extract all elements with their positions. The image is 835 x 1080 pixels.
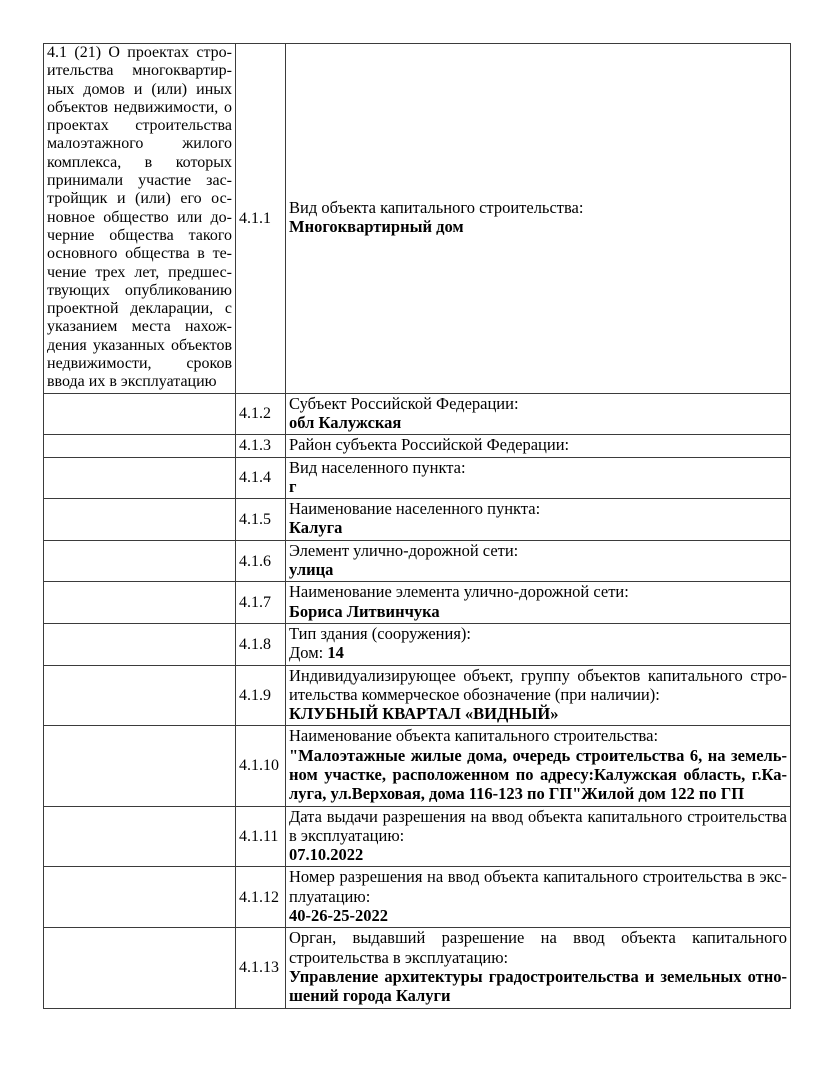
field-value-line [289, 967, 787, 1006]
table-row [44, 540, 791, 582]
section-description-cell: 4.1 (21) О проектах строительства многоквартирных домов и (или) иных объектов недвижимости, о проектах строительства малоэтажного жилого комплекса, в которых принимали участие застройщик и (или) его основное общество или дочерние общества такого основного общества в течение трех лет, предшествующих опубликованию проектной декларации, с указанием места нахождения указанных объектов недвижимости, сроков ввода их в эксплуатацию [44, 44, 236, 394]
table-row [44, 928, 791, 1008]
field-label: Наименование элемента улично-дорожной сети: [289, 582, 629, 602]
row-number: 4.1.9 [236, 665, 286, 726]
row-content-cell [286, 393, 791, 435]
row-content-cell [286, 540, 791, 582]
row-content-cell [286, 499, 791, 541]
row-content-cell [286, 665, 791, 726]
row-number: 4.1.4 [236, 457, 286, 499]
field-label: Вид объекта капитального строительства: [289, 198, 584, 218]
row-content-cell [286, 435, 791, 457]
empty-left-cell [44, 457, 236, 499]
field-value-prefix: Дом: [289, 643, 328, 663]
field-label: Элемент улично-дорожной сети: [289, 540, 519, 560]
table-row [44, 867, 791, 928]
table-row [44, 623, 791, 665]
field-value-line [289, 906, 787, 925]
field-value: 40-26-25-2022 [289, 906, 388, 926]
empty-left-cell [44, 806, 236, 867]
empty-left-cell [44, 726, 236, 806]
row-content-cell [286, 582, 791, 624]
field-value: 07.10.2022 [289, 845, 364, 865]
table-body [44, 44, 791, 1009]
row-content-cell [286, 867, 791, 928]
row-content-cell [286, 928, 791, 1008]
field-label: Номер разрешения на ввод объекта капитального строительства в эксплуатацию: [289, 867, 787, 906]
empty-left-cell [44, 867, 236, 928]
field-value-line [289, 217, 787, 236]
field-value: "Малоэтажные жилые дома, очередь строительства 6, на земельном участке, расположенном по адресу:Калужская область, г.Калуга, ул.Верховая, дома 116-123 по ГП"Жилой дом 122 по ГП [289, 745, 787, 804]
field-value-line [289, 560, 787, 579]
field-label: Субъект Российской Федерации: [289, 393, 519, 413]
row-number: 4.1.5 [236, 499, 286, 541]
field-value-line [289, 845, 787, 864]
row-content-cell [286, 726, 791, 806]
empty-left-cell [44, 665, 236, 726]
field-value: Многоквартирный дом [289, 217, 464, 237]
row-content-cell [286, 457, 791, 499]
field-value: обл Калужская [289, 412, 402, 432]
field-value-line [289, 602, 787, 621]
field-value-line [289, 413, 787, 432]
field-value-line [289, 518, 787, 537]
empty-left-cell [44, 435, 236, 457]
field-label: Индивидуализирующее объект, группу объектов капитального строительства коммерческое обозначение (при наличии): [289, 665, 787, 704]
row-number: 4.1.8 [236, 623, 286, 665]
field-value: Калуга [289, 518, 343, 538]
project-declaration-table [43, 43, 791, 1009]
table-row [44, 44, 791, 394]
row-number: 4.1.12 [236, 867, 286, 928]
field-value: улица [289, 560, 334, 580]
row-content-cell [286, 806, 791, 867]
row-number: 4.1.6 [236, 540, 286, 582]
row-number: 4.1.10 [236, 726, 286, 806]
field-value: Бориса Литвинчука [289, 601, 440, 621]
empty-left-cell [44, 582, 236, 624]
row-number: 4.1.11 [236, 806, 286, 867]
field-label: Дата выдачи разрешения на ввод объекта капитального строительства в эксплуатацию: [289, 806, 787, 845]
table-row [44, 726, 791, 806]
empty-left-cell [44, 623, 236, 665]
table-row [44, 582, 791, 624]
field-value: 14 [327, 643, 344, 663]
field-label: Вид населенного пункта: [289, 457, 466, 477]
empty-left-cell [44, 928, 236, 1008]
table-row [44, 457, 791, 499]
field-value: г [289, 476, 297, 496]
field-value: Управление архитектуры градостроительства и земельных отношений города Калуги [289, 966, 787, 1006]
field-value-line [289, 477, 787, 496]
row-number: 4.1.3 [236, 435, 286, 457]
row-number: 4.1.2 [236, 393, 286, 435]
field-label: Район субъекта Российской Федерации: [289, 435, 570, 455]
field-value-line [289, 643, 787, 662]
row-number: 4.1.1 [236, 44, 286, 394]
table-row [44, 806, 791, 867]
empty-left-cell [44, 499, 236, 541]
table-row [44, 435, 791, 457]
row-content-cell [286, 44, 791, 394]
row-number: 4.1.13 [236, 928, 286, 1008]
table-row [44, 665, 791, 726]
field-value: КЛУБНЫЙ КВАРТАЛ «ВИДНЫЙ» [289, 704, 559, 724]
field-label: Наименование населенного пункта: [289, 499, 541, 519]
table-row [44, 499, 791, 541]
field-value-line [289, 746, 787, 804]
field-label: Наименование объекта капитального строительства: [289, 726, 659, 746]
empty-left-cell [44, 393, 236, 435]
row-content-cell [286, 623, 791, 665]
field-value-line [289, 704, 787, 723]
empty-left-cell [44, 540, 236, 582]
field-label: Орган, выдавший разрешение на ввод объекта капитального строительства в эксплуатацию: [289, 928, 787, 967]
row-number: 4.1.7 [236, 582, 286, 624]
field-label: Тип здания (сооружения): [289, 623, 471, 643]
table-row [44, 393, 791, 435]
